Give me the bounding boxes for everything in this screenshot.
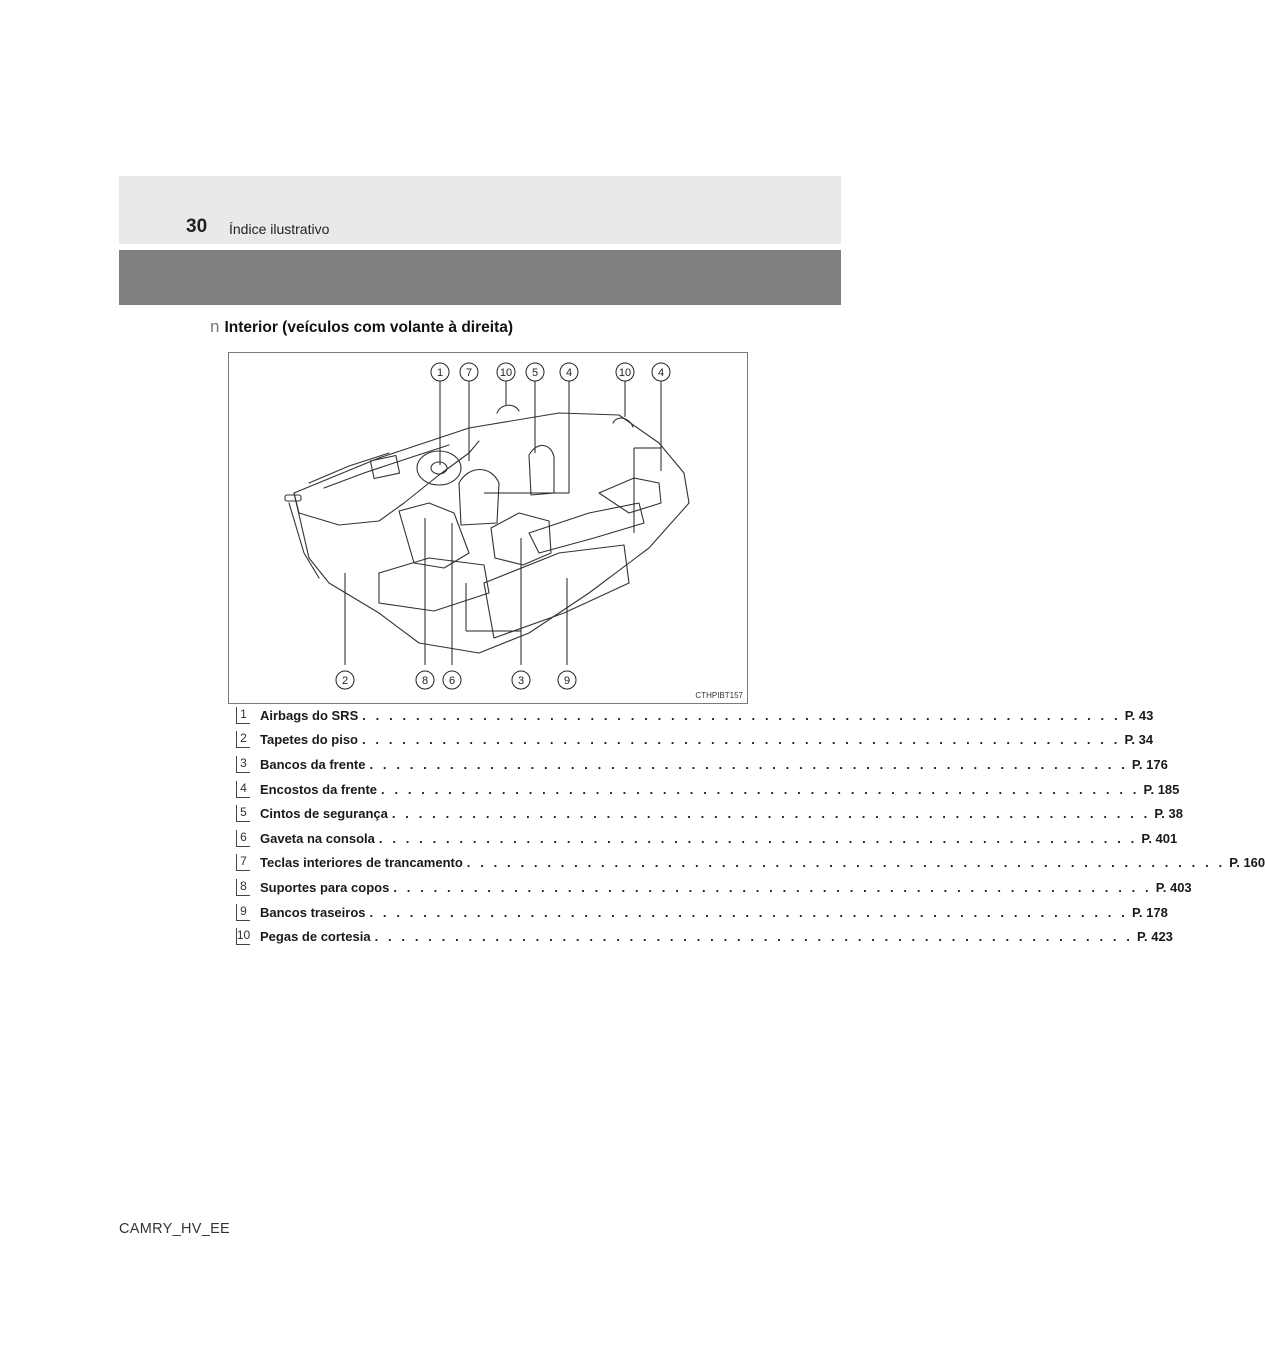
legend-label: Pegas de cortesia [260,929,371,945]
legend-page-ref: P. 401 [1141,830,1178,846]
callout-bottom-8: 8 [421,675,429,687]
callout-top-10b: 10 [618,367,632,379]
heading-bullet: n [210,317,220,336]
callout-top-4: 4 [565,367,573,379]
front-seat-left-back [459,470,499,526]
leader-dots: . . . . . . . . . . . . . . . . . . . . . . . . . . . . . . . . . . . . . . . . . . . . . . . . . . . . . . . . . [391,806,1151,822]
sub-heading [210,317,513,337]
legend-label: Gaveta na consola [260,830,375,846]
rear-seat [484,545,629,638]
legend-item [236,777,1180,802]
legend-item [236,851,1265,876]
center-screen [370,455,399,478]
legend-page-ref: P. 423 [1137,929,1173,945]
legend-item [236,900,1168,925]
callout-top-5: 5 [531,367,539,379]
grab-handle-right [613,418,633,427]
leader-dots: . . . . . . . . . . . . . . . . . . . . . . . . . . . . . . . . . . . . . . . . . . . . . . . . . . . . . . . . . [362,732,1121,748]
legend-number: 5 [236,805,250,822]
legend-page-ref: P. 176 [1131,756,1168,772]
leader-dots: . . . . . . . . . . . . . . . . . . . . . . . . . . . . . . . . . . . . . . . . . . . . . . . . . . . . . . . . . [378,830,1138,846]
legend-label: Bancos traseiros [260,904,366,920]
callout-top-1: 1 [436,367,444,379]
legend-label: Suportes para copos [260,879,390,895]
page-number: 30 [186,216,208,237]
legend-number: 4 [236,781,250,798]
legend-label: Encostos da frente [260,781,378,797]
legend-item [236,826,1178,851]
interior-illustration [228,352,748,704]
grab-handle-left [497,405,519,413]
model-code: CAMRY_HV_EE [119,1221,231,1237]
legend-item [236,752,1168,777]
legend-item [236,703,1154,728]
legend-page-ref: P. 178 [1131,904,1168,920]
leader-dots: . . . . . . . . . . . . . . . . . . . . . . . . . . . . . . . . . . . . . . . . . . . . . . . . . . . . . . . . . [381,781,1140,797]
legend-page-ref: P. 34 [1124,732,1154,748]
section-title: Índice ilustrativo [229,221,330,237]
legend-label: Airbags do SRS [260,707,359,723]
legend-number: 7 [236,854,250,871]
callout-bottom-6: 6 [448,675,456,687]
legend-number: 8 [236,879,250,896]
legend-page-ref: P. 43 [1124,707,1154,723]
leader-dots: . . . . . . . . . . . . . . . . . . . . . . . . . . . . . . . . . . . . . . . . . . . . . . . . . . . . . . . . . [466,855,1226,871]
callout-top-4b: 4 [657,367,665,379]
leader-dots: . . . . . . . . . . . . . . . . . . . . . . . . . . . . . . . . . . . . . . . . . . . . . . . . . . . . . . . . . [369,904,1128,920]
sub-heading-text: Interior (veículos com volante à direita) [224,319,514,336]
legend-item [236,875,1192,900]
leader-dots: . . . . . . . . . . . . . . . . . . . . . . . . . . . . . . . . . . . . . . . . . . . . . . . . . . . . . . . . . [374,929,1133,945]
legend-number: 3 [236,756,250,773]
legend-label: Cintos de segurança [260,806,388,822]
legend-item [236,728,1154,753]
leader-dots: . . . . . . . . . . . . . . . . . . . . . . . . . . . . . . . . . . . . . . . . . . . . . . . . . . . . . . . . . [393,879,1152,895]
legend-page-ref: P. 160 [1229,855,1265,871]
figure-code: CTHPIBT157 [695,691,743,700]
callout-bottom-3: 3 [517,675,525,687]
front-seat-right-back [529,445,554,495]
leader-dots: . . . . . . . . . . . . . . . . . . . . . . . . . . . . . . . . . . . . . . . . . . . . . . . . . . . . . . . . . [369,756,1128,772]
callout-top-10: 10 [499,367,513,379]
section-band [119,250,841,305]
legend-item [236,924,1173,949]
legend-label: Tapetes do piso [260,732,358,748]
callout-top-7: 7 [465,367,473,379]
header-band [119,176,841,244]
legend-label: Teclas interiores de trancamento [260,855,463,871]
steering-wheel [417,451,461,485]
leader-dots: . . . . . . . . . . . . . . . . . . . . . . . . . . . . . . . . . . . . . . . . . . . . . . . . . . . . . . . . . [362,707,1121,723]
legend-number: 2 [236,731,250,748]
legend-number: 1 [236,707,250,724]
legend-number: 6 [236,830,250,847]
legend-item [236,801,1183,826]
legend-list [236,703,1265,949]
callout-bottom-9: 9 [563,675,571,687]
callout-bottom-2: 2 [341,675,349,687]
legend-page-ref: P. 185 [1143,781,1180,797]
car-interior-drawing [229,353,749,705]
legend-number: 9 [236,904,250,921]
legend-number: 10 [236,928,250,945]
legend-page-ref: P. 403 [1155,879,1192,895]
legend-page-ref: P. 38 [1154,806,1183,822]
legend-label: Bancos da frente [260,756,366,772]
